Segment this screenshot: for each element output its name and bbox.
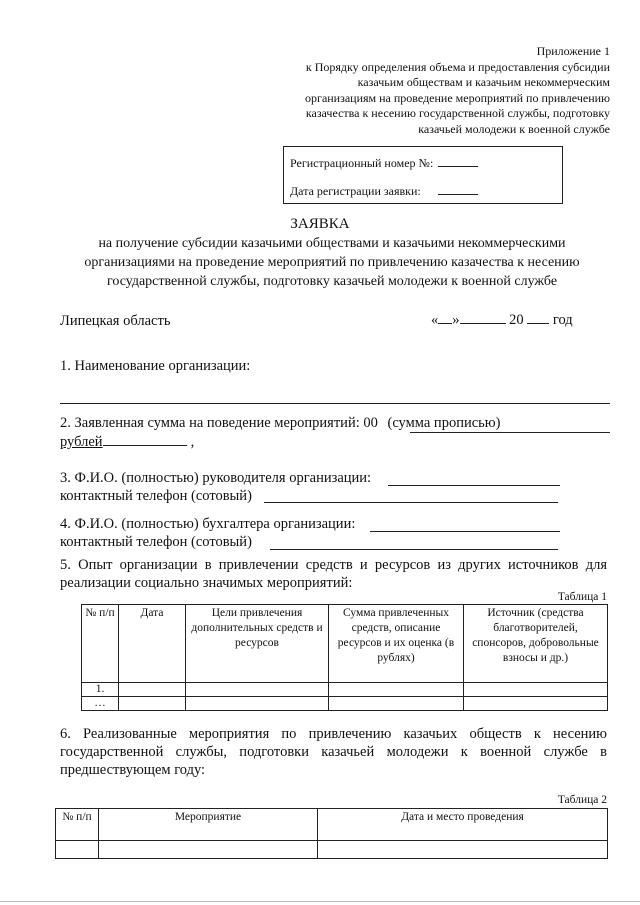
year-suffix: год [552,312,573,328]
item-organization-name: 1. Наименование организации: [60,358,251,374]
head-name-field[interactable] [388,485,560,486]
registration-number-field[interactable] [438,155,478,167]
registration-date-label: Дата регистрации заявки: [290,184,421,198]
table-cell[interactable] [464,697,608,711]
table1-header-cell: Сумма привлеченных средств, описание ресурсов и их оценка (в рублях) [329,605,464,683]
region-name: Липецкая область [60,313,171,329]
head-phone-field[interactable] [264,502,558,503]
date-line [431,312,573,329]
quote-open: « [431,312,439,328]
table-cell[interactable] [99,841,318,859]
item-events-cont: государственной службы, подготовки казачьей молодежи к военной службе в [60,744,607,760]
item-events-cont2: предшествующем году: [60,762,206,778]
item-experience-cont: реализации социально значимых мероприятий: [60,575,353,591]
appendix-line: казачьим обществам и казачьим некоммерческим [357,75,610,89]
item-head-name: 3. Ф.И.О. (полностью) руководителя организации: [60,470,372,486]
registration-box [283,146,563,204]
table2-caption: Таблица 2 [557,794,607,806]
table2-header-cell: Дата и место проведения [318,809,608,841]
item-accountant-name: 4. Ф.И.О. (полностью) бухгалтера организации: [60,516,356,532]
item-experience: 5. Опыт организации в привлечении средств и ресурсов из других источников для [60,557,607,573]
table-cell[interactable] [464,683,608,697]
item-accountant-phone: контактный телефон (сотовый) [60,534,252,550]
subtitle-line: на получение субсидии казачьими обществами и казачьими некоммерческими [98,236,566,251]
table-1 [81,604,608,711]
table1-header-cell: Дата [119,605,186,683]
day-field[interactable] [438,312,452,324]
year-field[interactable] [527,312,549,324]
appendix-line: организациям на проведение мероприятий по привлечению [305,90,610,105]
page-subtitle [58,234,606,291]
appendix-line: казачьей молодежи к военной службе [418,121,610,136]
table-cell[interactable] [119,697,186,711]
accountant-phone-field[interactable] [270,549,558,550]
table1-header-cell: № п/п [82,605,119,683]
page-edge [0,901,640,902]
appendix-block [305,44,610,137]
table-cell[interactable] [186,697,329,711]
table1-header-cell: Источник (средства благотворителей, спонсоров, добровольные взносы и др.) [464,605,608,683]
organization-name-field[interactable] [60,403,610,404]
subtitle-line: государственной службы, подготовку казачьей молодежи к военной службе [106,274,558,289]
table-row [82,697,608,711]
table1-header-cell: Цели привлечения дополнительных средств и ресурсов [186,605,329,683]
year-prefix: 20 [509,312,524,328]
item-amount-currency: рублей , [60,434,195,450]
table-cell[interactable] [329,683,464,697]
table2-header-row [56,809,608,841]
table1-row-number: 1. [82,683,119,697]
appendix-line: казачества к несению государственной службы, подготовку [305,106,610,120]
quote-close: » [452,312,460,328]
table1-header-row [82,605,608,683]
table1-row-number: … [82,697,119,711]
amount-in-words-hint: (сумма прописью) [387,415,501,431]
table-cell[interactable] [56,841,99,859]
item-events: 6. Реализованные мероприятия по привлечению казачьих обществ к несению [60,726,607,742]
table-2 [55,808,608,859]
amount-in-words-field[interactable] [410,432,610,433]
table-row [82,683,608,697]
amount-field[interactable] [103,434,187,446]
month-field[interactable] [460,312,506,324]
table2-header-cell: Мероприятие [99,809,318,841]
table-cell[interactable] [318,841,608,859]
item-amount: 2. Заявленная сумма на поведение мероприятий: 00 (сумма прописью) [60,415,501,431]
appendix-title: Приложение 1 [536,44,610,58]
accountant-name-field[interactable] [370,531,560,532]
table-row [56,841,608,859]
registration-number-label: Регистрационный номер №: [290,156,434,170]
table-cell[interactable] [186,683,329,697]
table2-header-cell: № п/п [56,809,99,841]
page-title: ЗАЯВКА [290,216,350,232]
registration-date-field[interactable] [438,183,478,195]
table-cell[interactable] [329,697,464,711]
table-cell[interactable] [119,683,186,697]
subtitle-line: организациями на проведение мероприятий по привлечению казачества к несению [84,255,580,270]
table1-caption: Таблица 1 [557,591,607,603]
appendix-line: к Порядку определения объема и предоставления субсидии [305,59,610,74]
item-head-phone: контактный телефон (сотовый) [60,488,252,504]
